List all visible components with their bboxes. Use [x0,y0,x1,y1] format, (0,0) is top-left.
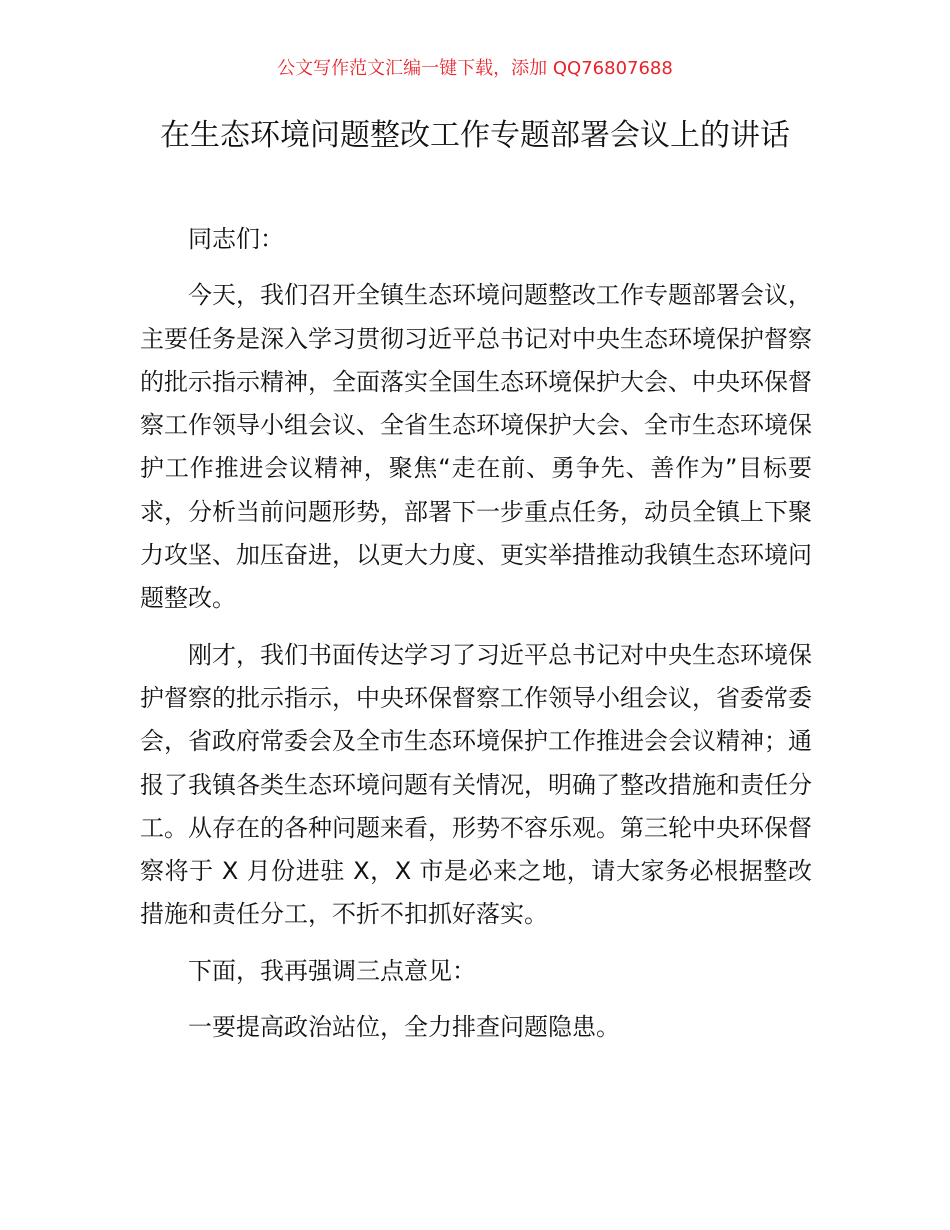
paragraph-point-one-heading: 一要提高政治站位，全力排查问题隐患。 [188,1013,620,1042]
paragraph-review: 刚才，我们书面传达学习了习近平总书记对中央生态环境保护督察的批示指示，中央环保督察工作领导小组会议，省委常委会，省政府常委会及全市生态环境保护工作推进会会议精神；通报了我镇各类生态环境问题有关情况，明确了整改措施和责任分工。从存在的各种问题来看，形势不容乐观。第三轮中央环保督察将于 X 月份进驻 X，X 市是必来之地，请大家务必根据整改措施和责任分工，不折不扣抓好落实。 [140,640,812,929]
document-body [140,218,812,1049]
paragraph-transition: 下面，我再强调三点意见： [188,956,476,985]
document-title: 在生态环境问题整改工作专题部署会议上的讲话 [160,118,790,153]
salutation: 同志们： [188,225,284,253]
paragraph-opening: 今天，我们召开全镇生态环境问题整改工作专题部署会议，主要任务是深入学习贯彻习近平总书记对中央生态环境保护督察的批示指示精神，全面落实全国生态环境保护大会、中央环保督察工作领导小组会议、全省生态环境保护大会、全市生态环境保护工作推进会议精神，聚焦“走在前、勇争先、善作为”目标要求，分析当前问题形势，部署下一步重点任务，动员全镇上下聚力攻坚、加压奋进，以更大力度、更实举措推动我镇生态环境问题整改。 [140,281,812,613]
download-promo-banner: 公文写作范文汇编一键下载，添加 QQ76807688 [277,58,673,79]
